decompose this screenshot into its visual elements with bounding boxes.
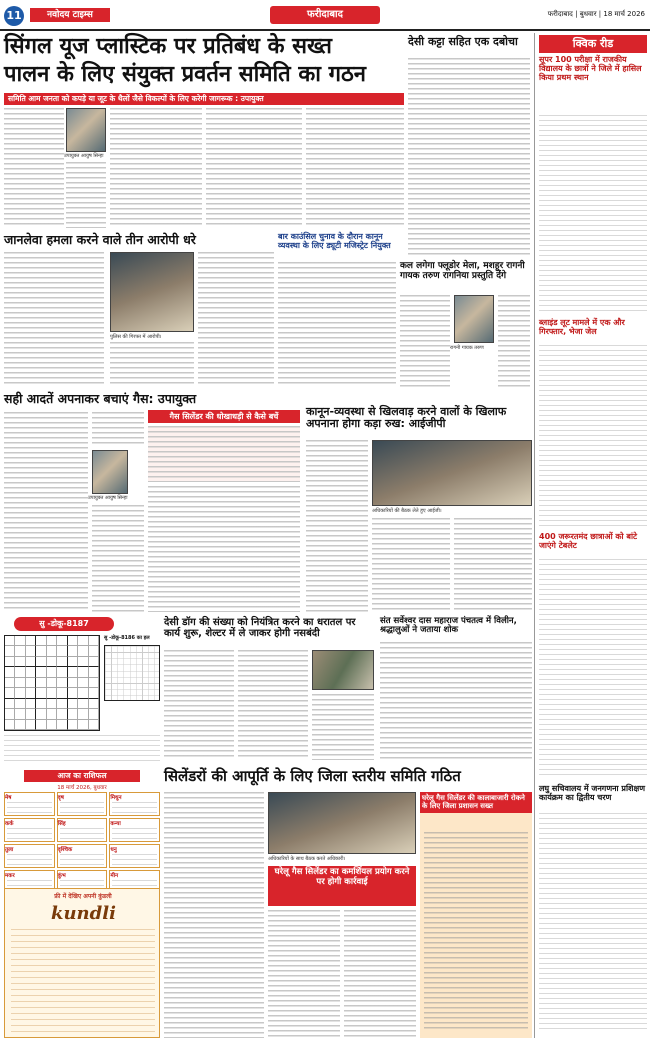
sudoku-cell — [26, 667, 36, 677]
sudoku-cell — [57, 646, 67, 656]
sidebar-second-text — [539, 345, 647, 529]
sudoku-cell — [89, 709, 99, 719]
flooder-headline: कल लगेगा फ्लूडोर मेला, मशहूर रागनी गायक तरुण रागनिया प्रस्तुति देंगे — [400, 261, 525, 281]
sant-text — [380, 642, 532, 760]
sidebar-second-headline: ब्लाइंड लूट मामले में एक और गिरफ्तार, भेजा जेल — [539, 318, 625, 336]
sahi-aadat-caption: उपायुक्त आयुष सिन्हा — [88, 495, 128, 501]
sudoku-cell — [57, 657, 67, 667]
cylinder-box — [268, 866, 416, 906]
rashifal-grid — [4, 792, 160, 884]
sudoku-cell — [5, 699, 15, 709]
desi-katta-headline: देसी कट्टा सहित एक दबोचा — [408, 35, 518, 48]
flooder-caption: रागनी गायक तरुण — [450, 345, 484, 351]
paper-name: नवोदय टाइम्स — [30, 8, 110, 22]
sudoku-cell — [78, 657, 88, 667]
kanoon-text-col1 — [306, 440, 368, 612]
sudoku-cell — [47, 699, 57, 709]
sudoku-cell — [68, 678, 78, 688]
kundli-ad-art — [11, 929, 155, 1033]
lead-text-col3 — [206, 108, 302, 228]
rashi-text — [7, 802, 52, 814]
rashifal-date: 18 मार्च 2026, बुधवार — [57, 785, 107, 791]
sudoku-cell — [5, 720, 15, 730]
rashi-cell — [4, 818, 55, 842]
sudoku-cell — [78, 678, 88, 688]
sudoku-cell — [47, 636, 57, 646]
rashi-cell — [4, 844, 55, 868]
date-line: फरीदाबाद | बुधवार | 18 मार्च 2026 — [547, 10, 645, 18]
jaanleva-headline: जानलेवा हमला करने वाले तीन आरोपी धरे — [4, 232, 196, 247]
sudoku-cell — [78, 646, 88, 656]
sudoku-cell — [26, 657, 36, 667]
sudoku-cell — [26, 678, 36, 688]
flooder-photo — [454, 295, 494, 343]
sudoku-cell — [68, 699, 78, 709]
sidebar — [534, 33, 648, 1038]
cylinder-side-box — [420, 792, 532, 1038]
sudoku-cell — [47, 667, 57, 677]
sudoku-cell — [78, 636, 88, 646]
cylinder-caption: अधिकारियों के साथ बैठक करते अधिकारी। — [268, 856, 346, 862]
quick-read-tag: क्विक रीड — [539, 35, 647, 53]
sudoku-cell — [89, 667, 99, 677]
lead-headline-line1: सिंगल यूज प्लास्टिक पर प्रतिबंध के सख्त — [4, 34, 332, 59]
sudoku-cell — [15, 657, 25, 667]
training-headline: लघु सचिवालय में जनगणना प्रशिक्षण कार्यक्रम का द्वितीय चरण — [539, 784, 645, 802]
sudoku-cell — [26, 720, 36, 730]
gas-fraud-headline: गैस सिलेंडर की धोखाधड़ी से कैसे बचें — [148, 410, 300, 423]
sidebar-lead-headline: सूपर 100 परीक्षा में राजकीय विद्यालय के छात्रों ने जिले में हासिल किया प्रथम स्थान — [539, 55, 642, 82]
sahi-aadat-text-col2 — [92, 412, 144, 446]
sudoku-cell — [89, 699, 99, 709]
desi-dog-text-col1 — [164, 650, 234, 760]
cylinder-box-headline: घरेलू गैस सिलेंडर का कमर्शियल प्रयोग करने पर होगी कार्रवाई — [274, 867, 410, 887]
sudoku-cell — [47, 720, 57, 730]
edition-label: फरीदाबाद — [270, 6, 380, 24]
rashifal-title: आज का राशिफल — [24, 770, 140, 782]
sudoku-cell — [78, 720, 88, 730]
sudoku-cell — [89, 720, 99, 730]
cylinder-text-col1 — [164, 792, 264, 1038]
desi-dog-photo — [312, 650, 374, 690]
sudoku-cell — [36, 699, 46, 709]
sudoku-cell — [5, 709, 15, 719]
sudoku-cell — [78, 688, 88, 698]
sudoku-cell — [89, 678, 99, 688]
sudoku-cell — [68, 667, 78, 677]
sudoku-cell — [36, 646, 46, 656]
cylinder-headline: सिलेंडरों की आपूर्ति के लिए जिला स्तरीय समिति गठित — [164, 767, 461, 785]
sudoku-cell — [57, 699, 67, 709]
kanoon-photo — [372, 440, 532, 506]
kanoon-text-col3 — [454, 518, 532, 612]
jaanleva-text-col2 — [110, 342, 194, 387]
sudoku-cell — [15, 699, 25, 709]
lead-photo-caption: उपायुक्त आयुष सिन्हा — [64, 153, 104, 159]
sudoku-label: सु -डोकू-8187 — [14, 617, 114, 631]
rashi-cell — [109, 844, 160, 868]
sudoku-cell — [68, 709, 78, 719]
sidebar-third-headline: 400 जरूरतमंद छात्राओं को बांटे जाएंगे टेबलेट — [539, 532, 638, 550]
rashi-text — [112, 828, 157, 840]
sidebar-lead-text — [539, 115, 647, 315]
rashi-text — [112, 854, 157, 866]
sudoku-prev-grid — [104, 645, 160, 701]
rashi-text — [60, 828, 105, 840]
flooder-text-col1 — [400, 295, 450, 390]
sudoku-cell — [5, 636, 15, 646]
lead-headline-block — [4, 33, 404, 91]
kundli-logo: kundli — [51, 903, 116, 924]
rashi-name: मिथुन — [110, 795, 122, 801]
sudoku-prev-label: सु -डोकू-8186 का हल — [104, 635, 150, 641]
sudoku-cell — [47, 646, 57, 656]
sudoku-cell — [57, 688, 67, 698]
sudoku-cell — [47, 657, 57, 667]
sudoku-cell — [68, 720, 78, 730]
lead-text-col2 — [110, 108, 202, 228]
rashi-cell — [4, 792, 55, 816]
sudoku-cell — [15, 720, 25, 730]
sudoku-cell — [47, 709, 57, 719]
sudoku-cell — [57, 720, 67, 730]
sudoku-cell — [26, 699, 36, 709]
cylinder-side-box-text — [424, 832, 528, 1032]
sahi-aadat-photo — [92, 450, 128, 494]
lead-text-col1 — [4, 108, 64, 228]
rashi-name: तुला — [5, 847, 14, 853]
desi-dog-text-col3 — [312, 694, 374, 760]
sudoku-cell — [89, 688, 99, 698]
lead-headline-line2: पालन के लिए संयुक्त प्रवर्तन समिति का गठन — [4, 62, 367, 87]
rashi-name: वृश्चिक — [57, 847, 73, 853]
rashi-name: वृष — [57, 795, 64, 801]
lead-text-col4 — [306, 108, 404, 228]
sudoku-cell — [36, 636, 46, 646]
rashi-name: कुंभ — [57, 873, 66, 879]
cylinder-text-col3 — [344, 910, 416, 1038]
sudoku-cell — [5, 688, 15, 698]
sudoku-cell — [68, 688, 78, 698]
sudoku-cell — [15, 709, 25, 719]
sudoku-cell — [68, 646, 78, 656]
sudoku-cell — [47, 678, 57, 688]
sudoku-cell — [15, 688, 25, 698]
jaanleva-caption: पुलिस की गिरफ्त में आरोपी। — [110, 334, 162, 340]
jaanleva-text-col3 — [198, 252, 274, 387]
rashi-cell — [57, 844, 108, 868]
sudoku-cell — [47, 688, 57, 698]
sahi-aadat-text-col2b — [92, 505, 144, 612]
sudoku-cell — [26, 646, 36, 656]
rashi-text — [7, 854, 52, 866]
sudoku-cell — [36, 709, 46, 719]
desi-katta-text — [408, 58, 530, 258]
sudoku-cell — [36, 688, 46, 698]
sudoku-cell — [15, 667, 25, 677]
kanoon-text-col2 — [372, 518, 450, 612]
cylinder-text-col2 — [268, 910, 340, 1038]
sudoku-cell — [36, 720, 46, 730]
sudoku-cell — [57, 678, 67, 688]
sudoku-cell — [89, 646, 99, 656]
sudoku-cell — [26, 636, 36, 646]
sudoku-cell — [5, 678, 15, 688]
page-number: 11 — [4, 6, 24, 26]
rashi-name: मीन — [110, 873, 119, 879]
sudoku-cell — [68, 636, 78, 646]
rashi-name: कर्क — [5, 821, 14, 827]
sudoku-cell — [57, 636, 67, 646]
sudoku-cell — [36, 678, 46, 688]
sudoku-cell — [15, 636, 25, 646]
sudoku-cell — [26, 709, 36, 719]
sant-headline: संत सर्वेश्वर दास महाराज पंचतत्व में विलीन, श्रद्धालुओं ने जताया शोक — [380, 616, 517, 636]
rashi-text — [7, 828, 52, 840]
sudoku-cell — [5, 667, 15, 677]
sudoku-cell — [57, 709, 67, 719]
sudoku-cell — [36, 667, 46, 677]
flooder-text-col2 — [498, 295, 530, 390]
lead-photo — [66, 108, 106, 152]
jaanleva-text-col1 — [4, 252, 104, 387]
rashi-cell — [57, 792, 108, 816]
training-text — [539, 813, 647, 1033]
sahi-aadat-text-col1 — [4, 412, 88, 612]
sudoku-cell — [26, 688, 36, 698]
sidebar-third-text — [539, 559, 647, 779]
bar-council-text — [278, 262, 396, 387]
bar-council-headline: बार काउंसिल चुनाव के दौरान कानून व्यवस्था के लिए ड्यूटी मजिस्ट्रेट नियुक्त — [278, 232, 391, 250]
kundli-ad-tagline: फ्री में देखिए अपनी कुंडली — [54, 893, 112, 900]
sudoku-cell — [36, 657, 46, 667]
gas-fraud-text — [148, 486, 300, 612]
rashi-text — [60, 802, 105, 814]
sudoku-cell — [89, 636, 99, 646]
gas-fraud-box-text — [148, 426, 300, 482]
lead-subhead: समिति आम जनता को कपड़े या जूट के थैलों जैसे विकल्पों के लिए करेगी जागरूक : उपायुक्त — [4, 93, 404, 105]
sudoku-cell — [78, 709, 88, 719]
sudoku-cell — [57, 667, 67, 677]
rashi-name: कन्या — [110, 821, 121, 827]
cylinder-side-box-headline: घरेलू गैस सिलेंडर की कालाबाजारी रोकने के लिए जिला प्रशासन सख्त — [420, 792, 532, 813]
jaanleva-photo — [110, 252, 194, 332]
kundli-ad — [4, 888, 160, 1038]
rashi-cell — [57, 818, 108, 842]
sudoku-rules — [4, 735, 160, 763]
rashi-cell — [109, 792, 160, 816]
sahi-aadat-headline: सही आदतें अपनाकर बचाएं गैस: उपायुक्त — [4, 391, 197, 406]
masthead-rule — [0, 29, 650, 31]
kanoon-caption: अधिकारियों की बैठक लेते हुए आईजी। — [372, 508, 442, 514]
sudoku-cell — [78, 699, 88, 709]
rashifal-block — [4, 770, 160, 885]
rashi-text — [60, 854, 105, 866]
cylinder-photo — [268, 792, 416, 854]
sudoku-cell — [15, 646, 25, 656]
rashi-name: सिंह — [57, 821, 66, 827]
sudoku-cell — [15, 678, 25, 688]
desi-dog-headline: देसी डॉग की संख्या को नियंत्रित करने का धरातल पर कार्य शुरू, शेल्टर में ले जाकर होगी नसबंदी — [164, 617, 356, 639]
lead-text-col1b — [66, 162, 106, 228]
rashi-name: धनु — [110, 847, 117, 853]
sudoku-grid — [4, 635, 100, 731]
sudoku-cell — [5, 657, 15, 667]
desi-dog-text-col2 — [238, 650, 308, 760]
rashi-name: मकर — [5, 873, 15, 879]
sudoku-cell — [78, 667, 88, 677]
sudoku-cell — [89, 657, 99, 667]
sudoku-cell — [68, 657, 78, 667]
kanoon-headline: कानून-व्यवस्था से खिलवाड़ करने वालों के खिलाफ अपनाना होगा कड़ा रुख: आईजीपी — [306, 405, 507, 431]
sudoku-cell — [5, 646, 15, 656]
rashi-cell — [109, 818, 160, 842]
rashi-text — [112, 802, 157, 814]
masthead — [0, 0, 650, 30]
sudoku-block — [4, 617, 160, 767]
rashi-name: मेष — [5, 795, 12, 801]
